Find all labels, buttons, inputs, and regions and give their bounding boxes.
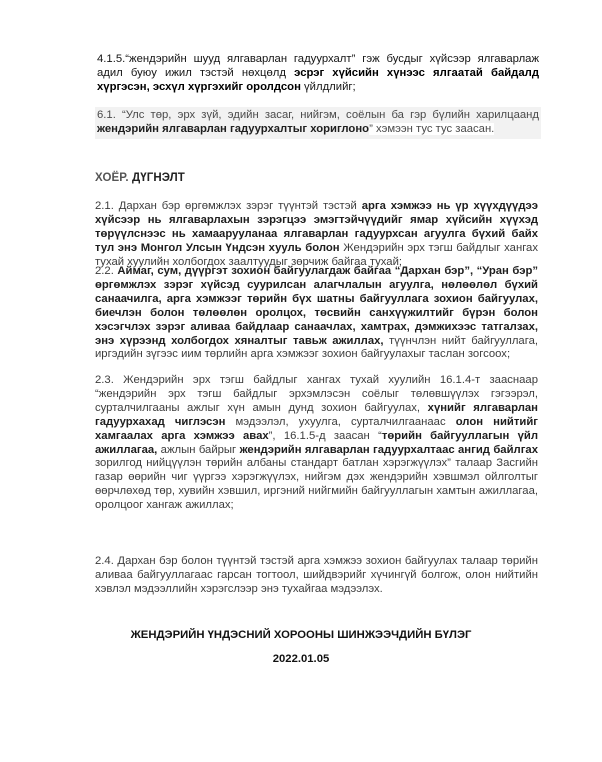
conclusion-2-1 (95, 200, 538, 270)
conclusion-2-1-text: 2.1. Дархан бэр өргөмжлэх зэрэг түүнтэй тэстэй (95, 200, 362, 212)
conclusion-2-2-text: 2.2. (95, 265, 118, 277)
conclusion-2-3-bold-3: төрийн байгууллагын үйл ажиллагаа, (95, 429, 538, 456)
conclusion-2-3 (95, 374, 538, 513)
clause-6-1-tail: ” хэмээн тус тус заасан. (369, 122, 495, 135)
signature-organization: ЖЕНДЭРИЙН ҮНДЭСНИЙ ХОРООНЫ ШИНЖЭЭЧДИЙН БҮЛЭГ (130, 629, 472, 641)
conclusion-2-1-tail: Жендэрийн эрх тэгш байдлыг хангах тухай хуулийн холбогдох заалтуудыг зөрчиж байгаа тухай; (95, 241, 538, 268)
section-heading-number: ХОЁР. (95, 172, 129, 184)
conclusion-2-3-bold-2: олон нийтийг хамгаалах арга хэмжээ авах (95, 415, 538, 442)
signature-date: 2022.01.05 (272, 653, 330, 665)
conclusion-2-3-bold-1: хүнийг ялгаварлан гадуурхахад чиглэсэн (95, 401, 538, 428)
conclusion-2-3-bold-4: жендэрийн ялгаварлан гадуурхалтаас ангид байлгах (239, 443, 538, 456)
conclusion-2-4 (95, 555, 538, 597)
conclusion-2-3-text-5: зорилгод нийцүүлэн төрийн албаны стандарт батлан хэрэгжүүлэх” талаар Засгийн газар өөрийн чиг үүргээ хэрэгжүүлэх, нийгэм дэх жендэрийн хэвшмэл ойлголтыг өөрчлөхөд төр, хувийн хэвшил, иргэний нийгмийн байгууллагын хамтын ажиллагаа, оролцоог хангаж ажиллах; (95, 457, 538, 512)
clause-6-1 (95, 107, 541, 139)
clause-4-1-5-tail: үйлдлийг; (300, 80, 356, 93)
clause-4-1-5-bold: эсрэг хүйсийн хүнээс ялгаатай байдалд хүргэсэн, эсхүл хүргэхийг оролдсон (97, 66, 539, 93)
conclusion-2-3-text-4: ажлын байрыг (157, 443, 240, 456)
clause-4-1-5 (97, 53, 539, 95)
conclusion-2-1-bold: арга хэмжээ нь үр хүүхдүүдээ хүйсээр нь ялгаварлахын зэрэгцээ эмэгтэйчүүдийг ямар хүйсийн хүүхэд төрүүлснээс нь хамаарууланаа ялгаварлан гадуурхсан агуулга бүхий байх тул энэ Монгол Улсын Үндсэн хууль болон (95, 200, 538, 254)
clause-4-1-5-text: 4.1.5.“жендэрийн шууд ялгаварлан гадуурхалт” гэж бусдыг хүйсээр ялгаварлаж адил буюу ижил тэстэй нөхцөлд (97, 53, 539, 79)
conclusion-2-2 (95, 265, 538, 362)
section-heading-label: ДҮГНЭЛТ (131, 172, 185, 184)
conclusion-2-4-text: 2.4. Дархан бэр болон түүнтэй тэстэй арга хэмжээ зохион байгуулах талаар төрийн аливаа байгууллагаас гарсан тогтоол, шийдвэрийг хүчингүй болгож, олон нийтийн хэвлэл мэдээллийн хэрэгслээр энэ тухайгаа мэдээлэх. (95, 555, 538, 595)
conclusion-2-3-text-2: мэдээлэл, ухуулга, сурталчилгаанаас (225, 415, 456, 428)
conclusion-2-3-text-1: 2.3. Жендэрийн эрх тэгш байдлыг хангах тухай хуулийн 16.1.4-т зааснаар “жендэрийн эрх тэгш байдлыг эрхэмлэсэн соёлыг төлөвшүүлэх гэгээрэл, сурталчилгааны ажлыг хүн амын дунд зохион байгуулах, (95, 374, 538, 414)
section-heading (95, 172, 185, 184)
conclusion-2-2-tail: түүнчлэн нийт байгууллага, иргэдийн зүгээс иим төрлийн арга хэмжээг зохион байгуулахыг таслан зогсоох; (95, 334, 538, 361)
clause-6-1-text: 6.1. “Улс төр, эрх зүй, эдийн засаг, нийгэм, соёлын ба гэр бүлийн харилцаанд (97, 109, 539, 121)
conclusion-2-2-bold: Аймаг, сум, дүүргэт зохион байгуулагдаж байгаа “Дархан бэр”, “Уран бэр” өргөмжлэх зэрэг хүйсэд суурилсан алагчлалын агуулга, нөлөөлөл бүхий санаачилга, арга хэмжээг төрийн бүх шатны байгууллага зохион байгуулах, биечлэн болон төлөөлөн оролцох, төсвийн санхүүжилтийг бүрэн болон хэсэгчлэх зэрэг аливаа байдлаар санаачлах, хамтрах, дэмжихээс татгалзах, энэ хүрээнд холбогдох хяналтыг тавьж ажиллах, (95, 265, 539, 347)
conclusion-2-3-text-3: ”, 16.1.5-д заасан “ (268, 429, 382, 442)
clause-6-1-bold: жендэрийн ялгаварлан гадуурхалтыг хориглоно (97, 122, 370, 135)
